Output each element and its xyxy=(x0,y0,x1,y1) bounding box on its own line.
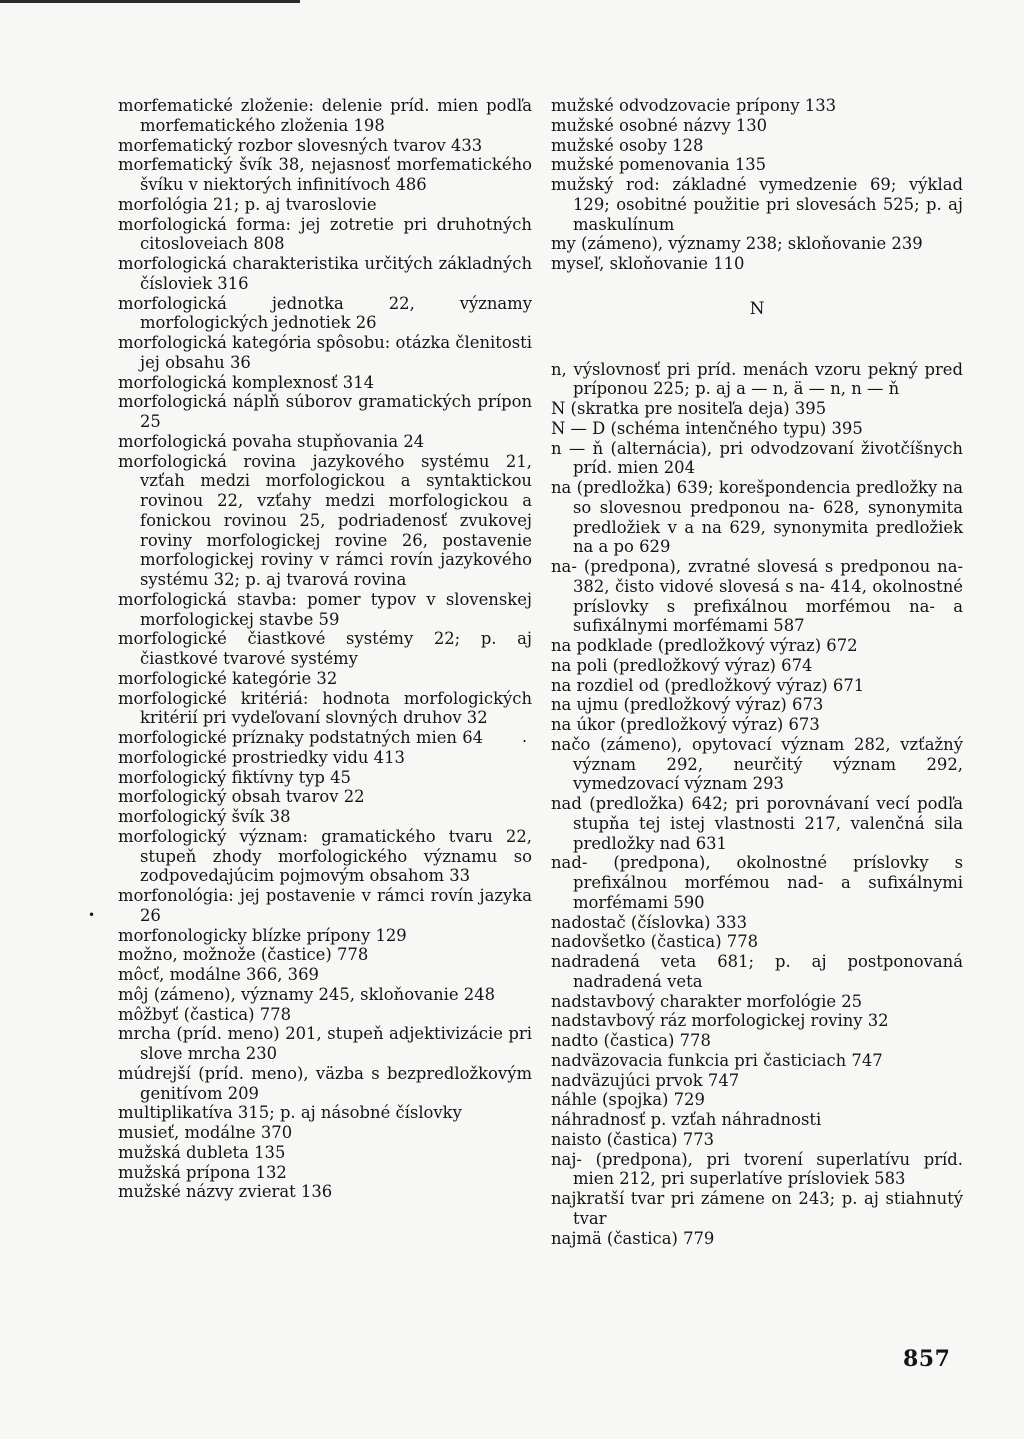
index-entry: my (zámeno), významy 238; skloňovanie 239 xyxy=(551,234,923,254)
index-entry: morfologické čiastkové systémy 22; p. aj čiastkové tvarové systémy xyxy=(118,629,532,668)
top-rule xyxy=(0,0,300,3)
index-entry: mužské odvodzovacie prípony 133 xyxy=(551,96,837,115)
index-entry: naj- (predpona), pri tvorení superlatívu príd. mien 212, pri superlatíve prísloviek 583 xyxy=(551,1149,963,1189)
index-entry: na (predložka) 639; korešpondencia predložky na so slovesnou predponou na- 628, synonymita predložiek v a na 629, synonymita predložiek na a po 629 xyxy=(551,478,963,557)
index-entry: mužské osoby 128 xyxy=(551,135,704,155)
index-entry: na ujmu (predložkový výraz) 673 xyxy=(551,695,824,715)
index-entry: múdrejší (príd. meno), väzba s bezpredložkovým genitívom 209 xyxy=(118,1063,532,1103)
index-entry: nadväzujúci prvok 747 xyxy=(551,1070,740,1090)
index-entry: morfologická stavba: pomer typov v slovenskej morfologickej stavbe 59 xyxy=(118,589,532,629)
index-entry: nad (predložka) 642; pri porovnávaní vecí podľa stupňa tej istej vlastnosti 217, valenčná sila predložky nad 631 xyxy=(551,794,963,853)
index-entry: multiplikatíva 315; p. aj násobné číslovky xyxy=(118,1103,462,1123)
index-entry: mužská prípona 132 xyxy=(118,1162,287,1182)
index-entry: morfologický obsah tvarov 22 xyxy=(118,787,365,807)
index-group-m xyxy=(551,96,963,274)
index-entry: morfologický fiktívny typ 45 xyxy=(118,767,351,787)
index-entry: nadradená veta 681; p. aj postponovaná nadradená veta xyxy=(551,952,963,991)
index-entry: na úkor (predložkový výraz) 673 xyxy=(551,715,820,734)
index-entry: morfonológia: jej postavenie v rámci rovín jazyka 26 xyxy=(118,886,532,925)
index-entry: možno, možnože (častice) 778 xyxy=(118,945,369,965)
index-entry: na rozdiel od (predložkový výraz) 671 xyxy=(551,675,865,695)
index-entry: myseľ, skloňovanie 110 xyxy=(551,254,745,273)
index-entry: nad- (predpona), okolnostné príslovky s prefixálnou morfémou nad- a sufixálnymi morfémami 590 xyxy=(551,853,963,912)
page-number: 857 xyxy=(903,1346,951,1372)
index-entry: morfologické kategórie 32 xyxy=(118,668,338,688)
stray-dot: . xyxy=(522,727,528,746)
index-entry: naisto (častica) 773 xyxy=(551,1129,715,1149)
index-entry: náhradnosť p. vzťah náhradnosti xyxy=(551,1110,822,1129)
index-entry: na podklade (predložkový výraz) 672 xyxy=(551,636,858,655)
index-group-n xyxy=(551,360,963,1249)
index-entry: nadto (častica) 778 xyxy=(551,1031,711,1050)
index-entry: morfonologicky blízke prípony 129 xyxy=(118,925,407,945)
index-entry: nadstavbový ráz morfologickej roviny 32 xyxy=(551,1011,889,1031)
index-entry: môžbyť (častica) 778 xyxy=(118,1004,292,1024)
index-entry: N (skratka pre nositeľa deja) 395 xyxy=(551,399,827,418)
index-entry: môcť, modálne 366, 369 xyxy=(118,965,319,984)
index-entry: morfologická náplň súborov gramatických prípon 25 xyxy=(118,392,532,431)
index-entry: N — D (schéma intenčného typu) 395 xyxy=(551,418,863,438)
index-entry: mrcha (príd. meno) 201, stupeň adjektivizácie pri slove mrcha 230 xyxy=(118,1024,532,1063)
index-entry: morfologická rovina jazykového systému 21, vzťah medzi morfologickou a syntaktickou rovinou 22, vzťahy medzi morfologickou a fonickou rovinou 25, podriadenosť zvukovej roviny morfologickej rovine 26, postavenie morfologickej roviny v rámci rovín jazykového systému 32; p. aj tvarová rovina xyxy=(118,451,532,589)
index-entry: morfologické prostriedky vidu 413 xyxy=(118,747,405,767)
index-entry: n, výslovnosť pri príd. menách vzoru pekný pred príponou 225; p. aj a — n, ä — n, n — ň xyxy=(551,359,963,399)
index-entry: morfologické kritériá: hodnota morfologických kritérií pri vydeľovaní slovných druhov 32 xyxy=(118,688,532,728)
index-entry: nadstavbový charakter morfológie 25 xyxy=(551,991,863,1011)
index-entry: mužské názvy zvierat 136 xyxy=(118,1182,333,1202)
index-entry: nadostač (číslovka) 333 xyxy=(551,912,748,932)
index-entry: načo (zámeno), opytovací význam 282, vzťažný význam 292, neurčitý význam 292, vymedzovací význam 293 xyxy=(551,734,963,794)
index-entry: nadovšetko (častica) 778 xyxy=(551,932,759,952)
index-entry: náhle (spojka) 729 xyxy=(551,1090,705,1110)
index-entry: morfológia 21; p. aj tvaroslovie xyxy=(118,194,377,214)
index-entry: morfologický význam: gramatického tvaru 22, stupeň zhody morfologického významu so zodpovedajúcim pojmovým obsahom 33 xyxy=(118,826,532,886)
index-entry: morfologická charakteristika určitých základných čísloviek 316 xyxy=(118,254,532,293)
index-entry: morfologická kategória spôsobu: otázka členitosti jej obsahu 36 xyxy=(118,333,532,372)
index-entry: morfologická jednotka 22, významy morfologických jednotiek 26 xyxy=(118,293,532,333)
index-entry: najmä (častica) 779 xyxy=(551,1228,715,1248)
index-column-left xyxy=(118,96,532,1202)
index-entry: mužský rod: základné vymedzenie 69; výklad 129; osobitné použitie pri slovesách 525; p. aj maskulínum xyxy=(551,175,963,234)
index-entry: morfologická forma: jej zotretie pri druhotných citosloveiach 808 xyxy=(118,214,532,254)
index-entry: morfologický švík 38 xyxy=(118,807,291,826)
section-letter: N xyxy=(749,298,765,319)
index-entry: mužské pomenovania 135 xyxy=(551,155,767,175)
index-entry: najkratší tvar pri zámene on 243; p. aj stiahnutý tvar xyxy=(551,1189,963,1228)
index-entry: morfematický rozbor slovesných tvarov 433 xyxy=(118,135,483,155)
index-entry: mužská dubleta 135 xyxy=(118,1142,286,1162)
index-entry: mužské osobné názvy 130 xyxy=(551,115,768,135)
index-entry: morfologická povaha stupňovania 24 xyxy=(118,431,425,451)
index-column-right xyxy=(551,96,963,1248)
index-entry: morfematické zloženie: delenie príd. mien podľa morfematického zloženia 198 xyxy=(118,96,532,135)
stray-speck: • xyxy=(88,908,96,922)
index-entry: morfologická komplexnosť 314 xyxy=(118,372,375,392)
index-entry: morfologické príznaky podstatných mien 64 xyxy=(118,728,484,747)
index-entry: môj (zámeno), významy 245, skloňovanie 248 xyxy=(118,984,496,1004)
index-entry: nadväzovacia funkcia pri časticiach 747 xyxy=(551,1050,883,1070)
index-entry: na- (predpona), zvratné slovesá s predponou na- 382, čisto vidové slovesá s na- 414, okolnostné príslovky s prefixálnou morfémou na- a sufixálnymi morfémami 587 xyxy=(551,557,963,636)
index-entry: musieť, modálne 370 xyxy=(118,1123,293,1142)
index-entry: na poli (predložkový výraz) 674 xyxy=(551,655,813,675)
index-entry: n — ň (alternácia), pri odvodzovaní životčíšnych príd. mien 204 xyxy=(551,438,963,478)
index-entry: morfematický švík 38, nejasnosť morfematického švíku v niektorých infinitívoch 486 xyxy=(118,155,532,194)
